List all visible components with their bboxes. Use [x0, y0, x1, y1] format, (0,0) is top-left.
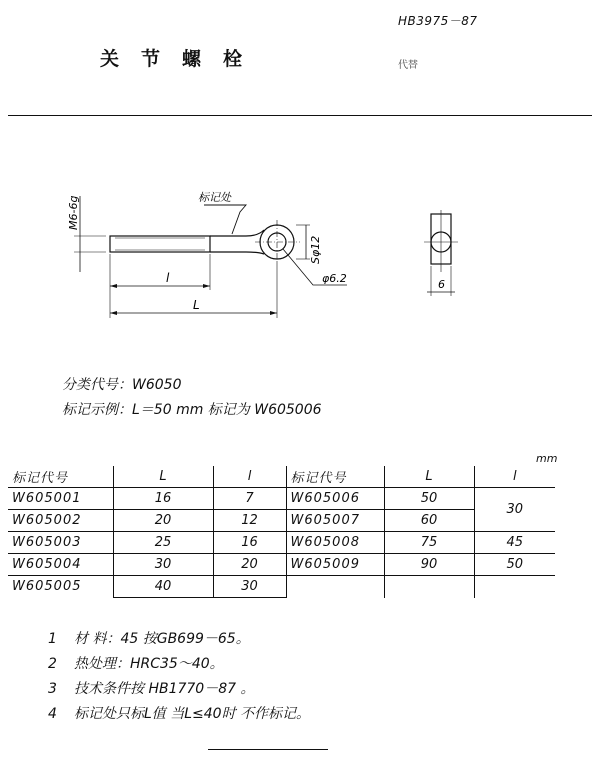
note-text: 技术条件按 HB1770－87 。: [74, 681, 255, 697]
table-row: [8, 554, 555, 576]
length-l-label: l: [166, 271, 170, 285]
thread-dim-label: M6-6g: [67, 195, 80, 230]
width-dim-label: 6: [438, 278, 445, 291]
table-row: [8, 488, 555, 510]
cell-L: 20: [113, 510, 213, 532]
note-item: [48, 653, 310, 678]
table-unit: mm: [536, 452, 558, 465]
cell-code: W605007: [286, 510, 384, 532]
bolt-drawing: [0, 0, 600, 340]
header-l: l: [213, 466, 286, 488]
cell-code: W605001: [8, 488, 113, 510]
note-item: [48, 703, 310, 728]
table-header-row: [8, 466, 555, 488]
cell-L: 60: [384, 510, 474, 532]
cell-code: [286, 576, 384, 598]
end-line: [208, 749, 328, 750]
table-row: [8, 510, 555, 532]
cell-code: W605003: [8, 532, 113, 554]
note-number: 4: [48, 706, 57, 722]
mark-location-label: 标记处: [198, 191, 231, 204]
bolt-neck-top: [210, 230, 264, 236]
cell-L: 90: [384, 554, 474, 576]
cell-l: [474, 576, 555, 598]
cell-L: 40: [113, 576, 213, 598]
sphere-dim-label: Sφ12: [309, 235, 322, 264]
standard-number: HB3975－87: [398, 14, 478, 28]
note-number: 1: [48, 631, 57, 647]
classification-code: 分类代号：W6050: [62, 377, 182, 393]
replaces-label: 代替: [398, 60, 418, 71]
cell-L: [384, 576, 474, 598]
note-item: [48, 678, 310, 703]
note-number: 3: [48, 681, 57, 697]
cell-l: 45: [474, 532, 555, 554]
note-text: 材 料：45 按GB699－65。: [74, 631, 250, 647]
header-code: 标记代号: [286, 466, 384, 488]
note-number: 2: [48, 656, 57, 672]
cell-l: 20: [213, 554, 286, 576]
cell-l: 12: [213, 510, 286, 532]
cell-code: W605009: [286, 554, 384, 576]
header-code: 标记代号: [8, 466, 113, 488]
cell-L: 16: [113, 488, 213, 510]
cell-code: W605006: [286, 488, 384, 510]
header-l: l: [474, 466, 555, 488]
cell-code: W605008: [286, 532, 384, 554]
cell-L: 75: [384, 532, 474, 554]
bolt-thread: [110, 236, 210, 252]
cell-l: 30: [213, 576, 286, 598]
cell-code: W605002: [8, 510, 113, 532]
cell-code: W605005: [8, 576, 113, 598]
spec-table: [8, 466, 555, 598]
note-text: 标记处只标L值 当L≤40时 不作标记。: [74, 706, 311, 722]
cell-code: W605004: [8, 554, 113, 576]
notes-list: [48, 628, 310, 728]
header-L: L: [384, 466, 474, 488]
table-row: [8, 532, 555, 554]
note-text: 热处理：HRC35～40。: [74, 656, 224, 672]
marking-example: 标记示例：L＝50 mm 标记为 W605006: [62, 402, 322, 418]
cell-L: 25: [113, 532, 213, 554]
note-item: [48, 628, 310, 653]
length-L-label: L: [193, 298, 200, 312]
cell-l: 7: [213, 488, 286, 510]
cell-L: 30: [113, 554, 213, 576]
cell-l-merged: 30: [474, 488, 555, 532]
header-L: L: [113, 466, 213, 488]
hole-dim-label: φ6.2: [322, 272, 347, 285]
table-row: [8, 576, 555, 598]
cell-l: 50: [474, 554, 555, 576]
document-title: 关节螺栓: [100, 48, 265, 70]
cell-l: 16: [213, 532, 286, 554]
cell-L: 50: [384, 488, 474, 510]
bolt-neck-bottom: [210, 252, 264, 254]
